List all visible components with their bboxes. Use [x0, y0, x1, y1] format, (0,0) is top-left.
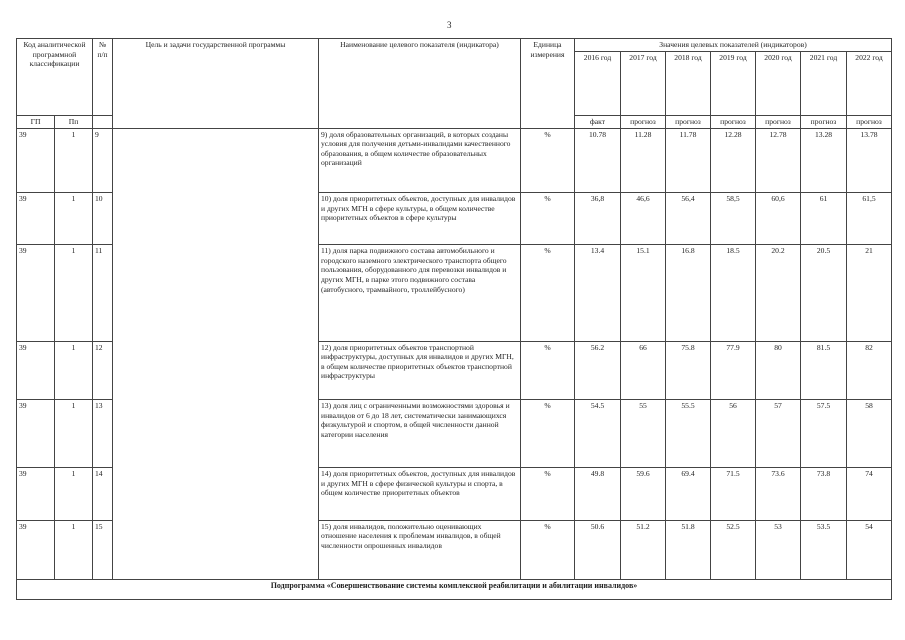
pp-cell: 1: [55, 245, 93, 341]
value-cell: 51.8: [666, 520, 711, 579]
pp-cell: 1: [55, 128, 93, 192]
value-cell: 20.2: [756, 245, 801, 341]
number-cell: 13: [93, 399, 113, 467]
value-cell: 54: [847, 520, 892, 579]
value-cell: 57.5: [801, 399, 847, 467]
value-cell: 57: [756, 399, 801, 467]
year-header: 2016 год: [575, 51, 621, 115]
value-cell: 50.6: [575, 520, 621, 579]
value-cell: 18.5: [711, 245, 756, 341]
unit-cell: %: [521, 245, 575, 341]
unit-cell: %: [521, 128, 575, 192]
value-cell: 36,8: [575, 192, 621, 244]
value-cell: 53: [756, 520, 801, 579]
unit-cell: %: [521, 192, 575, 244]
indicator-header: Наименование целевого показателя (индикатора): [319, 39, 521, 129]
table-row: [17, 128, 892, 192]
year-header: 2022 год: [847, 51, 892, 115]
year-header: 2019 год: [711, 51, 756, 115]
value-cell: 51.2: [621, 520, 666, 579]
gp-cell: 39: [17, 468, 55, 520]
value-type-header: прогноз: [711, 115, 756, 128]
year-header: 2017 год: [621, 51, 666, 115]
gp-cell: 39: [17, 245, 55, 341]
goal-cell: [113, 128, 319, 579]
value-cell: 55: [621, 399, 666, 467]
value-cell: 20.5: [801, 245, 847, 341]
num-subheader: [93, 115, 113, 128]
number-cell: 11: [93, 245, 113, 341]
page-number: 3: [447, 20, 452, 30]
unit-cell: %: [521, 341, 575, 399]
value-cell: 60,6: [756, 192, 801, 244]
pp-cell: 1: [55, 341, 93, 399]
value-cell: 52.5: [711, 520, 756, 579]
indicator-cell: 14) доля приоритетных объектов, доступных для инвалидов и других МГН в сфере физической культуры и спорта, в общем количестве приоритетных объектов: [319, 468, 521, 520]
value-cell: 21: [847, 245, 892, 341]
year-header: 2020 год: [756, 51, 801, 115]
pp-cell: 1: [55, 399, 93, 467]
subprogram-row: [17, 579, 892, 599]
code-header: Код аналитической программной классификации: [17, 39, 93, 116]
indicator-cell: 12) доля приоритетных объектов транспортной инфраструктуры, доступных для инвалидов и других МГН, в общем количестве приоритетных объектов транспортной инфраструктуры: [319, 341, 521, 399]
value-cell: 80: [756, 341, 801, 399]
value-cell: 13.28: [801, 128, 847, 192]
value-cell: 11.78: [666, 128, 711, 192]
gp-cell: 39: [17, 520, 55, 579]
pp-header: Пп: [55, 115, 93, 128]
values-header: Значения целевых показателей (индикаторов): [575, 39, 892, 52]
gp-header: ГП: [17, 115, 55, 128]
value-cell: 58,5: [711, 192, 756, 244]
unit-cell: %: [521, 520, 575, 579]
gp-cell: 39: [17, 192, 55, 244]
value-type-header: прогноз: [801, 115, 847, 128]
value-cell: 58: [847, 399, 892, 467]
year-header: 2021 год: [801, 51, 847, 115]
value-cell: 73.6: [756, 468, 801, 520]
value-cell: 81.5: [801, 341, 847, 399]
value-cell: 59.6: [621, 468, 666, 520]
value-cell: 13.4: [575, 245, 621, 341]
value-cell: 74: [847, 468, 892, 520]
value-cell: 66: [621, 341, 666, 399]
indicators-table: [16, 38, 892, 600]
pp-cell: 1: [55, 468, 93, 520]
value-cell: 55.5: [666, 399, 711, 467]
unit-cell: %: [521, 399, 575, 467]
value-type-header: прогноз: [847, 115, 892, 128]
indicator-cell: 13) доля лиц с ограниченными возможностями здоровья и инвалидов от 6 до 18 лет, систематически занимающихся физкультурой и спортом, в общей численности данной категории населения: [319, 399, 521, 467]
gp-cell: 39: [17, 399, 55, 467]
value-cell: 73.8: [801, 468, 847, 520]
number-cell: 14: [93, 468, 113, 520]
pp-cell: 1: [55, 192, 93, 244]
value-cell: 10.78: [575, 128, 621, 192]
gp-cell: 39: [17, 341, 55, 399]
value-cell: 56.2: [575, 341, 621, 399]
year-header: 2018 год: [666, 51, 711, 115]
value-cell: 11.28: [621, 128, 666, 192]
pp-cell: 1: [55, 520, 93, 579]
gp-cell: 39: [17, 128, 55, 192]
value-cell: 16.8: [666, 245, 711, 341]
indicator-cell: 15) доля инвалидов, положительно оценивающих отношение населения к проблемам инвалидов, в общей численности опрошенных инвалидов: [319, 520, 521, 579]
value-cell: 13.78: [847, 128, 892, 192]
subprogram-title: Подпрограмма «Совершенствование системы комплексной реабилитации и абилитации инвалидов»: [17, 579, 892, 599]
value-cell: 56: [711, 399, 756, 467]
indicator-cell: 10) доля приоритетных объектов, доступных для инвалидов и других МГН в сфере культуры, в общем количестве приоритетных объектов в сфере культуры: [319, 192, 521, 244]
value-cell: 61: [801, 192, 847, 244]
value-cell: 82: [847, 341, 892, 399]
value-cell: 77.9: [711, 341, 756, 399]
value-cell: 54.5: [575, 399, 621, 467]
unit-cell: %: [521, 468, 575, 520]
unit-header: Единица измерения: [521, 39, 575, 129]
value-cell: 49.8: [575, 468, 621, 520]
value-cell: 46,6: [621, 192, 666, 244]
number-cell: 12: [93, 341, 113, 399]
number-header: № п/п: [93, 39, 113, 116]
value-type-header: прогноз: [666, 115, 711, 128]
value-cell: 53.5: [801, 520, 847, 579]
indicator-cell: 11) доля парка подвижного состава автомобильного и городского наземного электрического транспорта общего пользования, оборудованного для перевозки инвалидов и других МГН, в парке этого подвижного состава (автобусного, трамвайного, троллейбусного): [319, 245, 521, 341]
value-cell: 75.8: [666, 341, 711, 399]
value-cell: 12.28: [711, 128, 756, 192]
value-type-header: факт: [575, 115, 621, 128]
goal-header: Цель и задачи государственной программы: [113, 39, 319, 129]
value-cell: 56,4: [666, 192, 711, 244]
value-cell: 12.78: [756, 128, 801, 192]
value-cell: 61,5: [847, 192, 892, 244]
value-type-header: прогноз: [621, 115, 666, 128]
number-cell: 10: [93, 192, 113, 244]
value-cell: 71.5: [711, 468, 756, 520]
value-cell: 15.1: [621, 245, 666, 341]
value-cell: 69.4: [666, 468, 711, 520]
number-cell: 9: [93, 128, 113, 192]
indicator-cell: 9) доля образовательных организаций, в которых созданы условия для получения детьми-инвалидами качественного образования, в общем количестве образовательных организаций: [319, 128, 521, 192]
value-type-header: прогноз: [756, 115, 801, 128]
number-cell: 15: [93, 520, 113, 579]
